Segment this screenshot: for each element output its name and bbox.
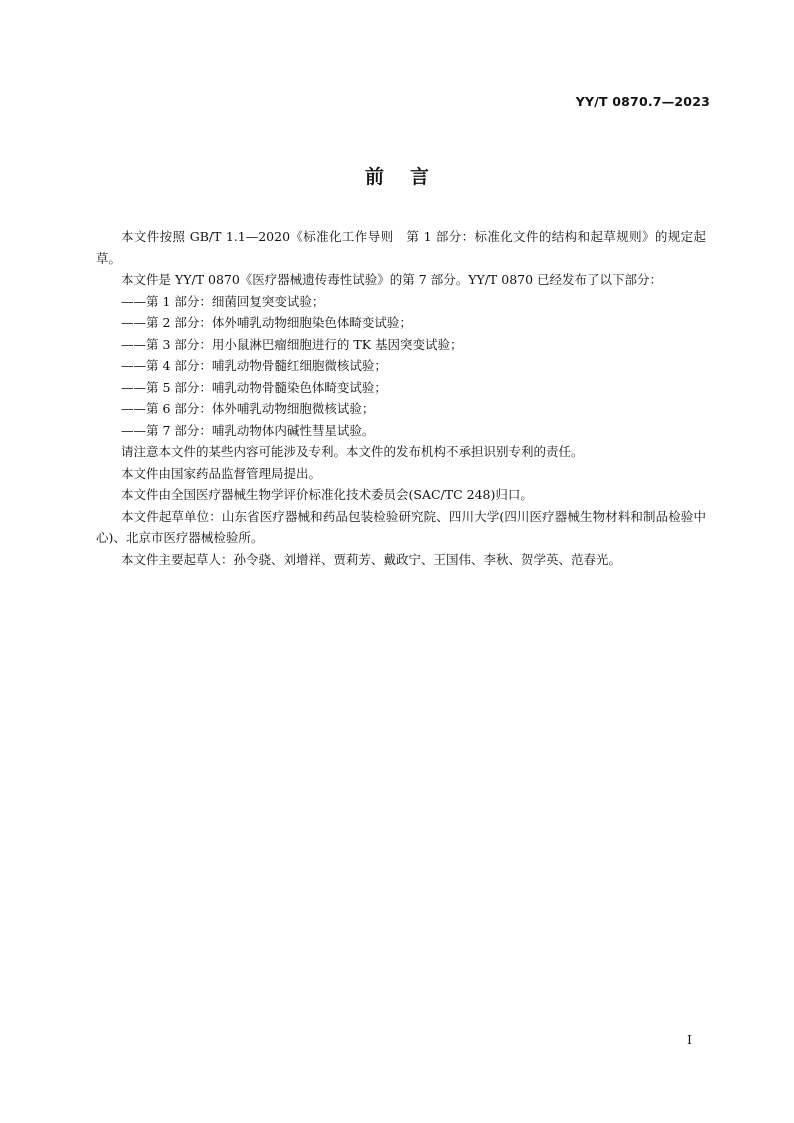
paragraph-proposer: 本文件由国家药品监督管理局提出。 xyxy=(121,465,322,481)
list-item-part-2: ——第 2 部分：体外哺乳动物细胞染色体畸变试验； xyxy=(121,315,412,330)
list-item-part-6: ——第 6 部分：体外哺乳动物细胞微核试验； xyxy=(121,401,375,416)
standard-number: YY/T 0870.7—2023 xyxy=(575,94,710,109)
paragraph-drafting-rules: 本文件按照 GB/T 1.1—2020《标准化工作导则 第 1 部分：标准化文件的结构和起草规则》的规定起草。 xyxy=(96,229,706,266)
page-number: I xyxy=(687,1032,692,1047)
list-item-part-1: ——第 1 部分：细菌回复突变试验； xyxy=(121,293,325,309)
list-item-part-7: ——第 7 部分：哺乳动物体内碱性彗星试验。 xyxy=(121,422,375,438)
foreword-content xyxy=(96,226,706,570)
list-item-part-3: ——第 3 部分：用小鼠淋巴瘤细胞进行的 TK 基因突变试验； xyxy=(121,336,463,352)
list-item-part-4: ——第 4 部分：哺乳动物骨髓红细胞微核试验； xyxy=(121,358,387,373)
paragraph-drafters: 本文件主要起草人：孙令骁、刘增祥、贾莉芳、戴政宁、王国伟、李秋、贺学英、范春光。 xyxy=(121,551,622,567)
paragraph-part-overview: 本文件是 YY/T 0870《医疗器械遗传毒性试验》的第 7 部分。YY/T 0870 已经发布了以下部分： xyxy=(121,272,663,287)
page-title: 前言 xyxy=(364,166,455,188)
paragraph-patent-notice: 请注意本文件的某些内容可能涉及专利。本文件的发布机构不承担识别专利的责任。 xyxy=(121,444,584,459)
paragraph-committee: 本文件由全国医疗器械生物学评价标准化技术委员会(SAC/TC 248)归口。 xyxy=(121,487,533,502)
list-item-part-5: ——第 5 部分：哺乳动物骨髓染色体畸变试验； xyxy=(121,379,387,395)
paragraph-drafting-units: 本文件起草单位：山东省医疗器械和药品包装检验研究院、四川大学(四川医疗器械生物材料和制品检验中心)、北京市医疗器械检验所。 xyxy=(96,508,706,545)
